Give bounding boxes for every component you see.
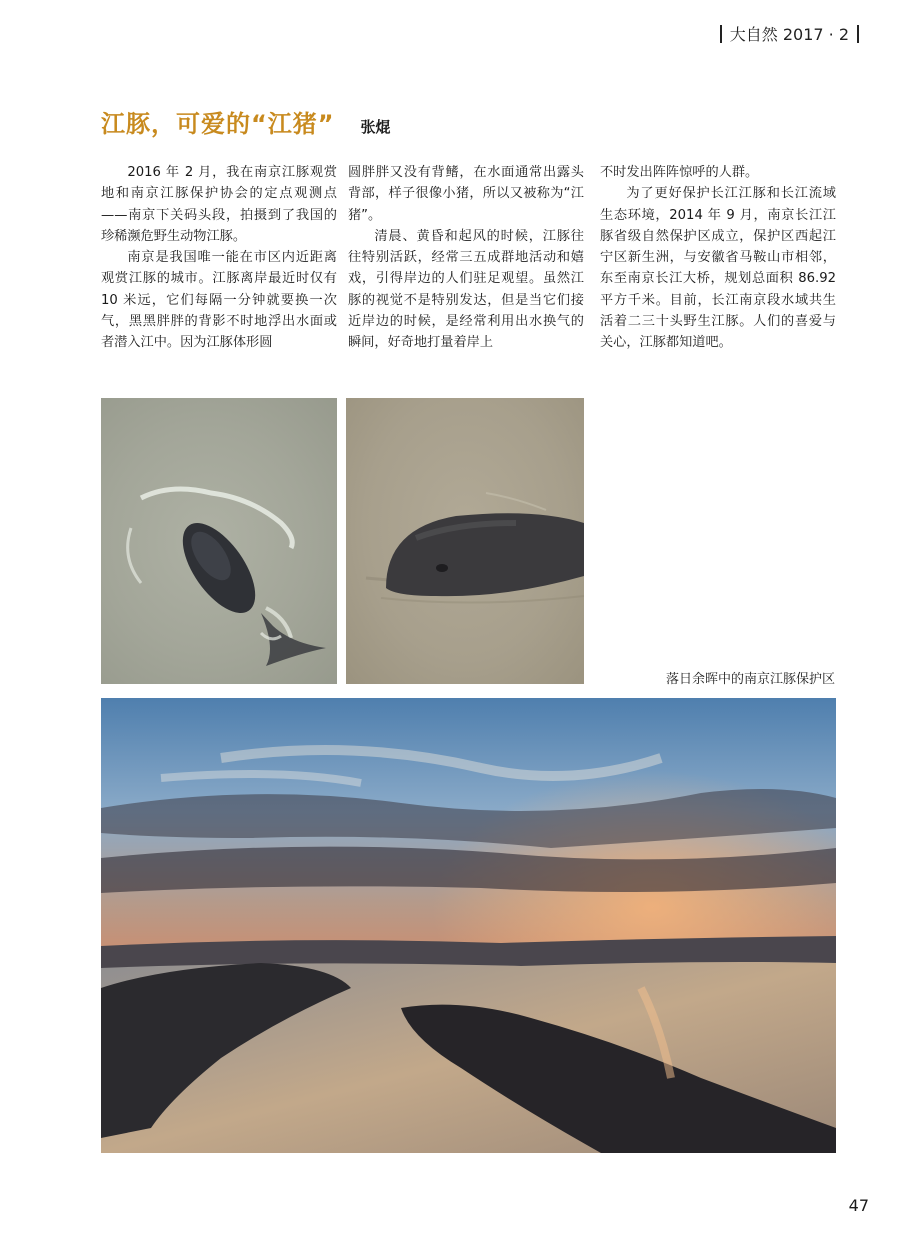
paragraph: 不时发出阵阵惊呼的人群。 — [600, 165, 759, 180]
porpoise-head-image — [346, 398, 584, 684]
article-title: 江豚，可爱的“江猪” — [101, 110, 335, 138]
photo-caption: 落日余晖中的南京江豚保护区 — [665, 672, 835, 687]
page-number: 47 — [848, 1196, 869, 1215]
text-column-1 — [101, 162, 337, 354]
header-right-bar — [857, 25, 859, 43]
paragraph: 南京是我国唯一能在市区内近距离观赏江豚的城市。江豚离岸最近时仅有 10 米远，它们每隔一分钟就要换一次气，黑黑胖胖的背影不时地浮出水面或者潜入江中。因为江豚体形圆 — [101, 250, 337, 351]
text-column-3 — [600, 162, 836, 354]
paragraph: 2016 年 2 月，我在南京江豚观赏地和南京江豚保护协会的定点观测点——南京下关码头段，拍摄到了我国的珍稀濒危野生动物江豚。 — [101, 165, 337, 244]
paragraph: 清晨、黄昏和起风的时候，江豚往往特别活跃，经常三五成群地活动和嬉戏，引得岸边的人们驻足观望。虽然江豚的视觉不是特别发达，但是当它们接近岸边的时候，是经常利用出水换气的瞬间，好奇地打量着岸上 — [348, 228, 584, 351]
porpoise-top-view-photo — [101, 398, 337, 684]
text-column-2 — [348, 162, 584, 354]
porpoise-top-view-image — [101, 398, 337, 684]
paragraph: 为了更好保护长江江豚和长江流域生态环境，2014 年 9 月，南京长江江豚省级自然保护区成立，保护区西起江宁区新生洲，与安徽省马鞍山市相邻，东至南京长江大桥，规划总面积 86.92 平方千米。目前，长江南京段水域共生活着二三十头野生江豚。人们的喜爱与关心，江豚都知道吧。 — [600, 186, 836, 351]
river-sunset-photo — [101, 698, 836, 1153]
magazine-issue: 大自然 2017 · 2 — [729, 25, 849, 44]
header-left-bar — [720, 25, 722, 43]
article-author: 张焜 — [360, 118, 391, 136]
porpoise-head-photo — [346, 398, 584, 684]
river-sunset-image — [101, 698, 836, 1153]
article-title-row — [101, 104, 391, 139]
magazine-header — [720, 22, 859, 45]
paragraph: 圆胖胖又没有背鳍，在水面通常出露头背部，样子很像小猪，所以又被称为“江猪”。 — [348, 165, 584, 223]
